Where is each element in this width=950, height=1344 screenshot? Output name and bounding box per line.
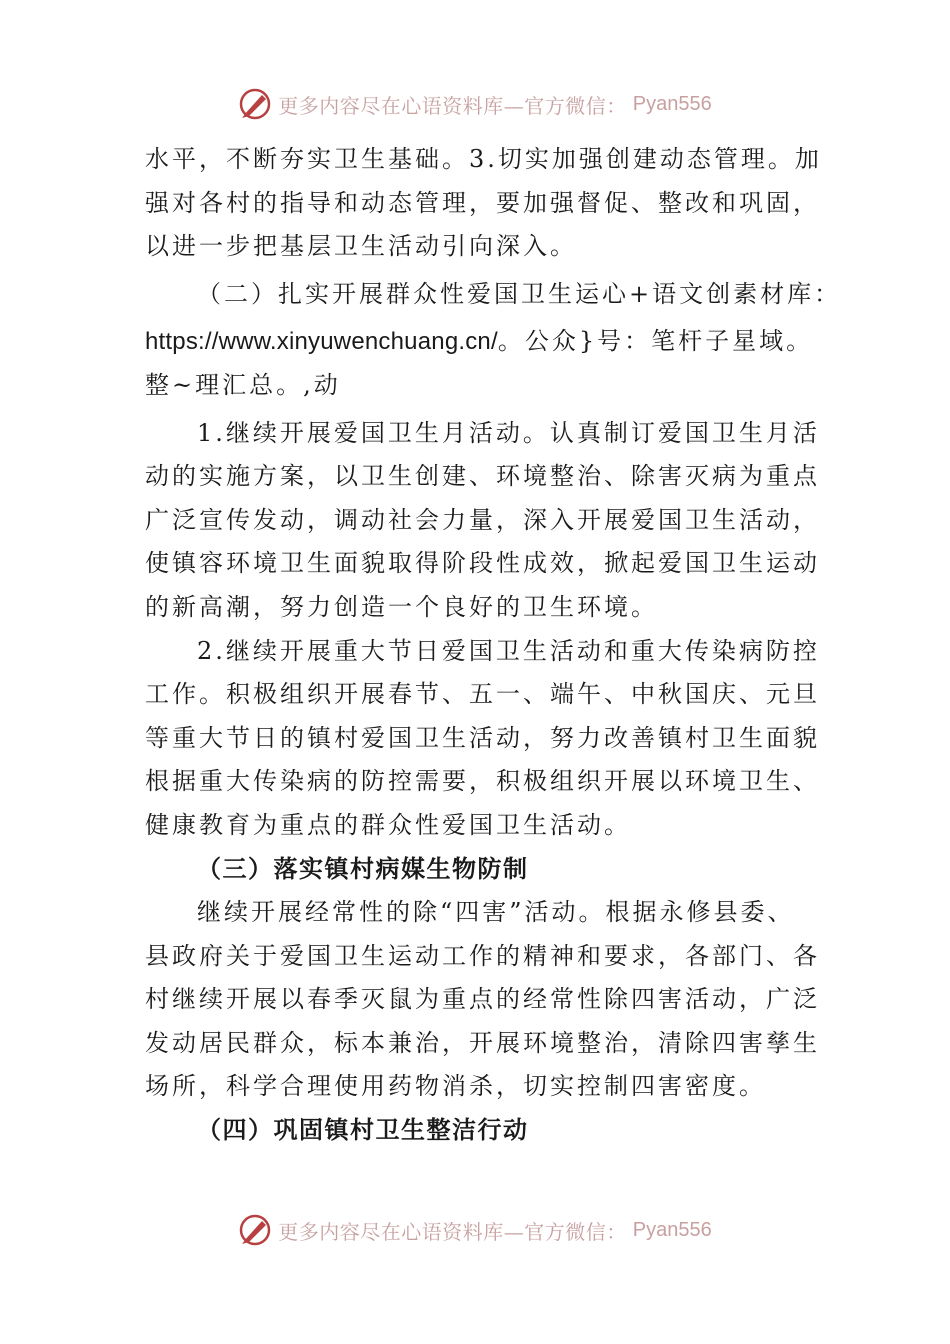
- document-body: [145, 138, 842, 1153]
- text-line: 场所，科学合理使用药物消杀，切实控制四害密度。: [145, 1072, 766, 1101]
- text-line: 根据重大传染病的防控需要，积极组织开展以环境卫生、: [145, 767, 820, 796]
- footer-watermark-text: 更多内容尽在心语资料库—官方微信：: [278, 1219, 627, 1244]
- pen-logo-icon: [238, 1213, 272, 1247]
- text-line: 村继续开展以春季灭鼠为重点的经常性除四害活动，广泛: [145, 985, 820, 1014]
- header-watermark-id: Pyan556: [632, 92, 712, 115]
- header-watermark-text: 更多内容尽在心语资料库—官方微信：: [278, 93, 627, 118]
- text-line: 工作。积极组织开展春节、五一、端午、中秋国庆、元旦: [145, 680, 820, 709]
- text-line: 健康教育为重点的群众性爱国卫生活动。: [145, 810, 631, 839]
- section-heading-2: （二）扎实开展群众性爱国卫生运心+语文创素材库：: [197, 279, 842, 308]
- text-line: 动的实施方案，以卫生创建、环境整治、除害灭病为重点: [145, 462, 820, 491]
- section-heading-4: （四）巩固镇村卫生整洁行动: [197, 1116, 529, 1145]
- text-line: 广泛宣传发动，调动社会力量，深入开展爱国卫生活动，: [145, 505, 820, 534]
- text-line: 以进一步把基层卫生活动引向深入。: [145, 232, 577, 261]
- paragraph-start: 2.继续开展重大节日爱国卫生活动和重大传染病防控: [197, 636, 820, 665]
- text-line: 水平，不断夯实卫生基础。3.切实加强创建动态管理。加: [145, 145, 822, 173]
- text-line: 的新高潮，努力创造一个良好的卫生环境。: [145, 592, 658, 621]
- header-watermark: [0, 84, 950, 124]
- url-suffix: 。公众}号：笔杆子星域。: [497, 327, 814, 356]
- section-heading-3: （三）落实镇村病媒生物防制: [197, 854, 529, 883]
- paragraph-start: 1.继续开展爱国卫生月活动。认真制订爱国卫生月活: [197, 418, 820, 447]
- footer-watermark-id: Pyan556: [632, 1218, 712, 1241]
- footer-watermark: [0, 1210, 950, 1250]
- text-line: 发动居民群众，标本兼治，开展环境整治，清除四害孳生: [145, 1028, 820, 1057]
- text-line: 等重大节日的镇村爱国卫生活动，努力改善镇村卫生面貌: [145, 723, 820, 752]
- text-line: 县政府关于爱国卫生运动工作的精神和要求，各部门、各: [145, 941, 820, 970]
- paragraph-start: 继续开展经常性的除“四害”活动。根据永修县委、: [197, 898, 795, 927]
- url-line: [145, 320, 814, 364]
- text-line: 整~理汇总。,动: [145, 370, 341, 399]
- url-link[interactable]: https://www.xinyuwenchuang.cn/: [145, 328, 498, 356]
- pen-logo-icon: [238, 87, 272, 121]
- text-line: 强对各村的指导和动态管理，要加强督促、整改和巩固，: [145, 188, 820, 217]
- text-line: 使镇容环境卫生面貌取得阶段性成效，掀起爱国卫生运动: [145, 549, 820, 578]
